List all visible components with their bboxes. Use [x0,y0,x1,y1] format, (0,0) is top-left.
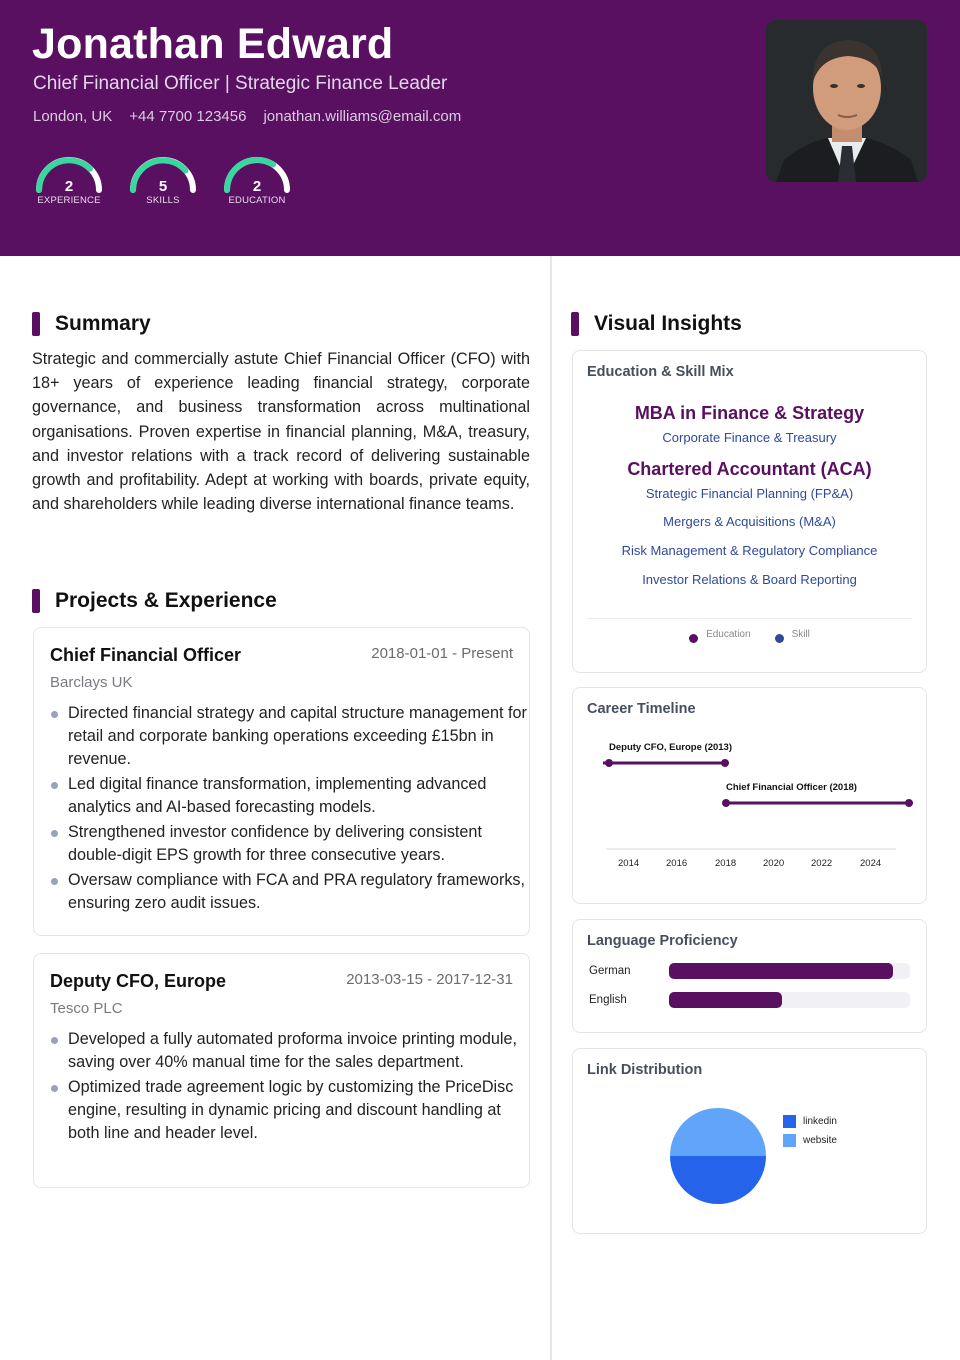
edu-skill-panel [572,350,927,673]
job-title: Chief Financial Officer [50,645,242,665]
experience-card [33,627,530,936]
stat-gauges [32,150,294,208]
job-dates: 2013-03-15 - 2017-12-31 [346,971,513,988]
x-tick: 2016 [666,858,688,869]
panel-title: Link Distribution [587,1062,703,1078]
language-fill [669,963,893,979]
contact-info [33,108,461,125]
candidate-name: Jonathan Edward [32,20,394,68]
job-bullets [50,1028,519,1147]
education-item: Chartered Accountant (ACA) [627,459,872,479]
legend-label: Education [706,629,751,640]
experience-heading [32,589,277,613]
legend-label: linkedin [803,1116,837,1127]
heading-accent-bar [571,312,579,336]
language-row-english [589,992,910,1008]
legend-label: website [803,1135,837,1146]
skill-item: Mergers & Acquisitions (M&A) [663,514,836,529]
gauge-education [220,150,294,208]
summary-heading [32,312,151,336]
x-tick: 2020 [763,858,785,869]
legend-education [689,629,750,643]
legend-linkedin [783,1115,837,1128]
profile-photo [766,20,927,182]
pie-legend [783,1115,837,1153]
bullet-item: Developed a fully automated proforma invoice printing module, saving over 40% manual time for the sales department. [50,1028,519,1074]
panel-title: Language Proficiency [587,933,738,949]
summary-text: Strategic and commercially astute Chief Financial Officer (CFO) with 18+ years of experience leading financial strategy, corporate governance, and business transformation across multinational organisations. Proven expertise in financial planning, M&A, treasury, and investor relations with a track record of delivering sustainable growth and profitability. Adept at working with boards, private equity, and shareholders while leading diverse international finance teams. [32,350,530,514]
bullet-item: Oversaw compliance with FCA and PRA regulatory frameworks, ensuring zero audit issues. [50,869,529,915]
job-bullets [50,702,529,917]
language-name: German [589,965,631,977]
panel-title: Career Timeline [587,701,696,717]
job-dates: 2018-01-01 - Present [371,645,513,662]
bullet-item: Optimized trade agreement logic by customizing the PriceDisc engine, resulting in dynamic pricing and discount handling at both line and header level. [50,1076,519,1144]
gauge-label: EDUCATION [228,195,286,206]
pie-chart [669,1107,767,1205]
summary-title: Summary [55,312,151,335]
phone-link[interactable]: +44 7700 123456 [129,108,247,125]
gauge-label: SKILLS [146,195,180,206]
experience-card [33,953,530,1188]
education-dot-icon [689,634,698,643]
heading-accent-bar [32,589,40,613]
skill-item: Strategic Financial Planning (FP&A) [645,486,854,501]
insights-heading [571,312,742,336]
insights-title: Visual Insights [594,312,742,335]
legend-skill [775,629,810,643]
education-item: MBA in Finance & Strategy [634,403,865,423]
candidate-role: Chief Financial Officer | Strategic Finance Leader [33,73,448,94]
column-divider [550,256,552,1360]
legend-label: Skill [791,629,810,640]
x-tick: 2022 [811,858,833,869]
language-name: English [589,994,627,1006]
skill-dot-icon [775,634,784,643]
legend-website [783,1134,837,1147]
job-title: Deputy CFO, Europe [50,971,227,991]
skill-item: Investor Relations & Board Reporting [642,572,857,587]
x-tick: 2024 [860,858,882,869]
language-panel [572,919,927,1033]
gauge-label: EXPERIENCE [37,195,101,206]
company-name: Tesco PLC [50,1000,123,1017]
bullet-item: Led digital finance transformation, implementing advanced analytics and AI-based forecasting models. [50,773,529,819]
heading-accent-bar [32,312,40,336]
language-fill [669,992,782,1008]
panel-title: Education & Skill Mix [587,364,734,380]
linkedin-swatch-icon [783,1115,796,1128]
header-banner [0,0,960,256]
language-track [669,963,910,979]
link-distribution-panel [572,1048,927,1234]
gauge-value: 2 [64,178,74,195]
gauge-experience [32,150,106,208]
bullet-item: Strengthened investor confidence by delivering consistent double-digit EPS growth for three consecutive years. [50,821,529,867]
skill-item: Corporate Finance & Treasury [662,430,837,445]
email-link[interactable]: jonathan.williams@email.com [263,108,462,125]
gauge-skills [126,150,200,208]
gauge-value: 2 [252,178,262,195]
language-track [669,992,910,1008]
experience-title: Projects & Experience [55,589,277,612]
legend-divider [587,618,912,619]
career-timeline-panel [572,687,927,904]
portrait-image-icon [766,20,927,182]
bullet-item: Directed financial strategy and capital structure management for retail and corporate banking operations exceeding £15bn in revenue. [50,702,529,770]
edu-skill-legend [573,629,926,643]
gauge-value: 5 [158,178,168,195]
company-name: Barclays UK [50,674,133,691]
location-text: London, UK [33,108,113,125]
edu-skill-list [573,401,926,594]
website-swatch-icon [783,1134,796,1147]
timeline-chart [573,688,928,905]
x-tick: 2018 [715,858,737,869]
language-row-german [589,963,910,979]
timeline-label: Deputy CFO, Europe (2013) [609,742,732,753]
skill-item: Risk Management & Regulatory Compliance [621,543,878,558]
timeline-label: Chief Financial Officer (2018) [726,782,857,793]
x-tick: 2014 [618,858,640,869]
